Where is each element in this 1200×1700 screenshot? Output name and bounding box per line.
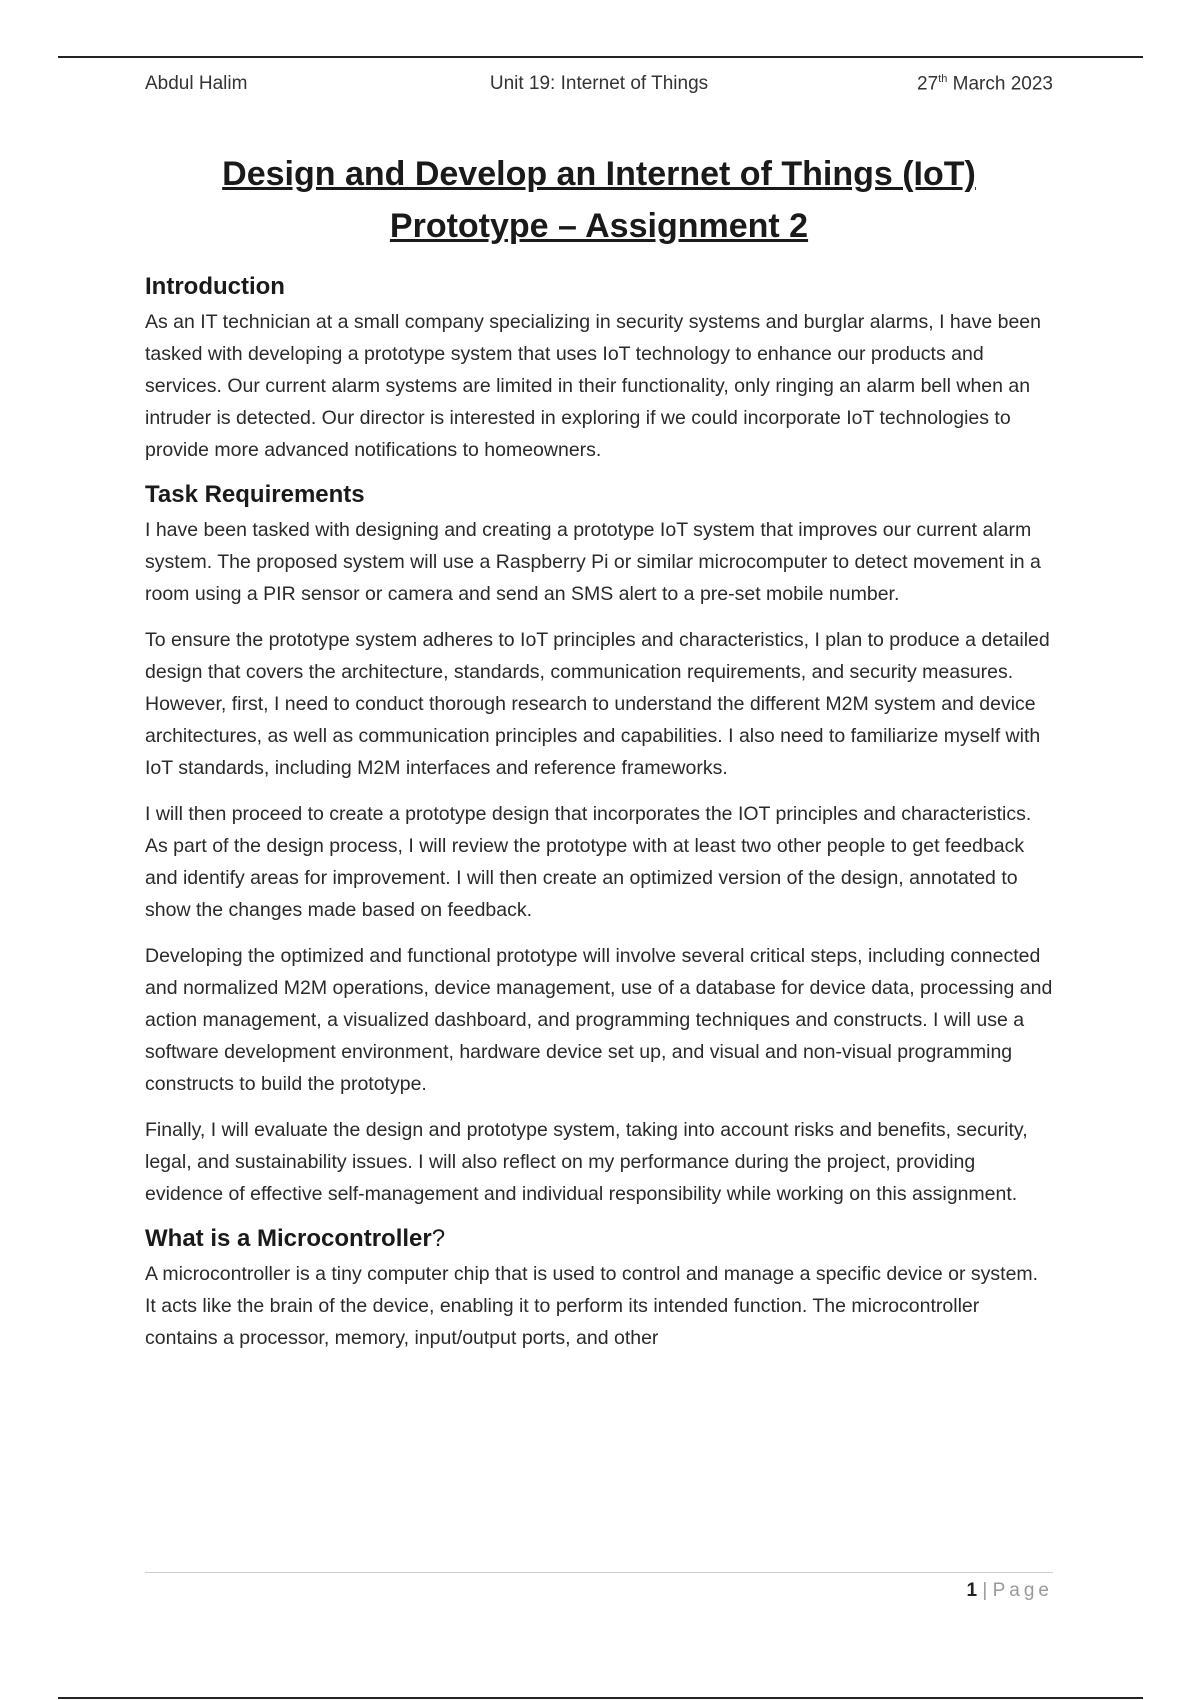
task-requirements-heading: Task Requirements [145, 481, 365, 508]
header-author: Abdul Halim [145, 73, 248, 94]
header-date-rest: March 2023 [947, 73, 1053, 95]
header-date-day: 27 [917, 73, 939, 95]
document-body [145, 148, 1053, 1354]
task-requirements-paragraph-4: Developing the optimized and functional prototype will involve several critical steps, including connected and normalized M2M operations, device management, use of a database for device data, processing and action management, a visualized dashboard, and programming techniques and constructs. I will use a software development environment, hardware device set up, and visual and non-visual programming constructs to build the prototype. [145, 945, 1053, 1095]
page-label: Page [992, 1580, 1053, 1601]
header-rule [58, 56, 1143, 58]
task-requirements-paragraph-1: I have been tasked with designing and creating a prototype IoT system that improves our current alarm system. The proposed system will use a Raspberry Pi or similar microcomputer to detect movement in a room using a PIR sensor or camera and send an SMS alert to a pre-set mobile number. [145, 519, 1041, 605]
task-requirements-paragraph-3: I will then proceed to create a prototype design that incorporates the IOT principles and characteristics. As part of the design process, I will review the prototype with at least two other people to get feedback and identify areas for improvement. I will then create an optimized version of the design, annotated to show the changes made based on feedback. [145, 803, 1032, 921]
page-separator: | [982, 1580, 988, 1601]
page-footer [967, 1578, 1053, 1604]
bottom-rule [58, 1697, 1143, 1699]
task-requirements-paragraph-5: Finally, I will evaluate the design and prototype system, taking into account risks and benefits, security, legal, and sustainability issues. I will also reflect on my performance during the project, providing evidence of effective self-management and individual responsibility while working on this assignment. [145, 1119, 1028, 1205]
microcontroller-heading [145, 1224, 1053, 1254]
title-line-1: Design and Develop an Internet of Things (IoT) [222, 155, 976, 193]
title-line-2: Prototype – Assignment 2 [389, 207, 809, 245]
header-date-suffix: th [938, 73, 948, 85]
page-header [145, 73, 1053, 99]
introduction-heading: Introduction [145, 273, 285, 300]
header-date [917, 73, 1053, 95]
microcontroller-heading-mark: ? [431, 1225, 446, 1252]
microcontroller-heading-text: What is a Microcontroller [145, 1225, 432, 1252]
header-unit: Unit 19: Internet of Things [489, 73, 709, 94]
task-requirements-paragraph-2: To ensure the prototype system adheres to IoT principles and characteristics, I plan to produce a detailed design that covers the architecture, standards, communication requirements, and security measures. However, first, I need to conduct thorough research to understand the different M2M system and device architectures, as well as communication principles and capabilities. I also need to familiarize myself with IoT standards, including M2M interfaces and reference frameworks. [145, 629, 1050, 779]
microcontroller-paragraph: A microcontroller is a tiny computer chip that is used to control and manage a specific device or system. It acts like the brain of the device, enabling it to perform its intended function. The microcontroller contains a processor, memory, input/output ports, and other [145, 1263, 1039, 1349]
footer-rule [145, 1572, 1053, 1573]
document-title [145, 148, 1053, 252]
introduction-paragraph: As an IT technician at a small company specializing in security systems and burglar alarms, I have been tasked with developing a prototype system that uses IoT technology to enhance our products and services. Our current alarm systems are limited in their functionality, only ringing an alarm bell when an intruder is detected. Our director is interested in exploring if we could incorporate IoT technologies to provide more advanced notifications to homeowners. [145, 311, 1041, 461]
page-number: 1 [966, 1580, 978, 1601]
